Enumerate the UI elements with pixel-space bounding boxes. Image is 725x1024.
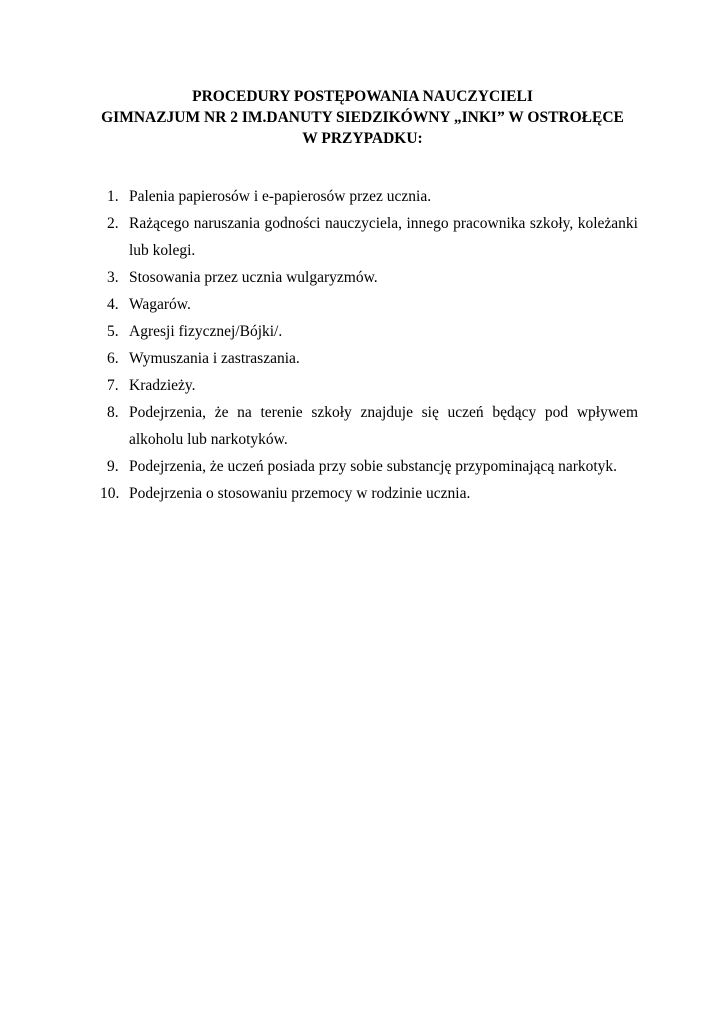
list-item-text: Podejrzenia, że na terenie szkoły znajduje się uczeń będący pod wpływem alkoholu lub narkotyków. (129, 404, 638, 448)
list-item-number: 7. (107, 377, 119, 394)
list-item (97, 210, 638, 264)
list-item-number: 6. (107, 350, 119, 367)
list-item (97, 480, 638, 507)
list-item-text: Agresji fizycznej/Bójki/. (129, 323, 283, 340)
heading-line-3: W PRZYPADKU: (302, 130, 423, 147)
list-item-number: 5. (107, 323, 119, 340)
list-item-text: Wymuszania i zastraszania. (129, 350, 300, 367)
list-item-number: 9. (107, 458, 119, 475)
list-item-text: Wagarów. (129, 296, 191, 313)
list-item (97, 264, 638, 291)
list-item (97, 183, 638, 210)
procedure-list (97, 183, 638, 507)
list-item (97, 318, 638, 345)
list-item-number: 2. (107, 215, 119, 232)
list-item (97, 453, 638, 480)
heading-line-1: PROCEDURY POSTĘPOWANIA NAUCZYCIELI (192, 88, 533, 105)
list-item-number: 8. (107, 404, 119, 421)
list-item (97, 291, 638, 318)
document-heading (40, 86, 685, 149)
list-item (97, 372, 638, 399)
list-item-text: Podejrzenia o stosowaniu przemocy w rodzinie ucznia. (129, 485, 471, 502)
list-item-number: 4. (107, 296, 119, 313)
heading-line-2: GIMNAZJUM NR 2 IM.DANUTY SIEDZIKÓWNY „INKI” W OSTROŁĘCE (101, 109, 624, 126)
list-item-text: Podejrzenia, że uczeń posiada przy sobie substancję przypominającą narkotyk. (129, 458, 618, 475)
list-item (97, 399, 638, 453)
list-item-text: Palenia papierosów i e-papierosów przez ucznia. (129, 188, 432, 205)
list-item-number: 1. (107, 188, 119, 205)
list-item-number: 3. (107, 269, 119, 286)
list-item-text: Stosowania przez ucznia wulgaryzmów. (129, 269, 378, 286)
list-item-text: Rażącego naruszania godności nauczyciela, innego pracownika szkoły, koleżanki lub kolegi. (129, 215, 638, 259)
list-item (97, 345, 638, 372)
list-item-number: 10. (100, 485, 120, 502)
list-item-text: Kradzieży. (129, 377, 196, 394)
